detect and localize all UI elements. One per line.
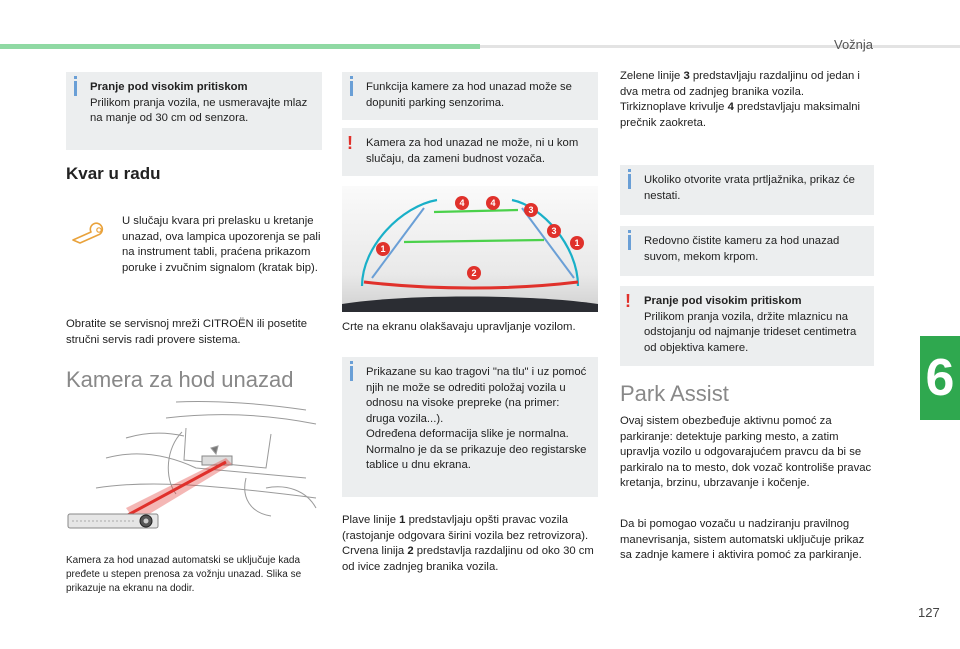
heading-park-assist: Park Assist — [620, 381, 729, 406]
marker-3-top-label: 3 — [528, 205, 534, 215]
warning-note-driver-vigilance — [342, 128, 598, 176]
note-title: Pranje pod visokim pritiskom — [90, 81, 248, 93]
text-run: Plave linije — [342, 514, 400, 526]
text-run: predstavljaju maksimalni prečnik zaokreta. — [620, 101, 861, 129]
camera-guide-lines-diagram — [342, 186, 598, 312]
ref-number: 1 — [399, 514, 406, 526]
ref-number: 2 — [407, 545, 414, 557]
page-number: 127 — [918, 605, 940, 620]
info-icon — [350, 81, 353, 96]
info-icon — [350, 366, 353, 381]
info-icon — [628, 235, 631, 250]
info-note-clean-camera — [620, 226, 874, 276]
note-text: Funkcija kamere za hod unazad može se dopuniti parking senzorima. — [366, 81, 572, 109]
info-note-pressure-wash — [66, 72, 322, 150]
car-rear-camera-illustration — [66, 398, 322, 546]
heading-kvar-u-radu: Kvar u radu — [66, 164, 161, 183]
text-run: predstavljaju opšti pravac vozila (rastojanje odgovara širini vozila bez retrovizora). — [342, 514, 589, 542]
ref-number: 4 — [727, 101, 734, 113]
exclamation-icon: ! — [347, 133, 353, 153]
note-text: Prikazane su kao tragovi "na tlu" i uz pomoć njih ne može se odrediti položaj vozila u odnosu na visoke prepreke (na primer: druga vozila...). Određena deformacija slike je normalna. Normalno je da se prikazuje deo registarske tablice u dnu ekrana. — [366, 366, 587, 471]
park-assist-text-1: Ovaj sistem obezbeđuje aktivnu pomoć za parkiranje: detektuje parking mesto, a zatim upravlja vozilo u odgovarajućem pravcu da bi se parkiralo na to mesto, dok vozač kontroliše pravac kretanja, brzinu, ubrzavanje i kočenje. — [620, 415, 872, 489]
marker-4-left-label: 4 — [459, 198, 465, 208]
note-text: Kamera za hod unazad ne može, ni u kom slučaju, da zameni budnost vozača. — [366, 137, 579, 165]
wrench-warning-icon — [71, 222, 111, 246]
text-run: Zelene linije — [620, 70, 684, 82]
marker-2-label: 2 — [471, 268, 477, 278]
text-run: Tirkiznoplave krivulje — [620, 101, 728, 113]
note-text: Redovno čistite kameru za hod unazad suvom, mekom krpom. — [644, 235, 840, 263]
diagram-caption: Crte na ekranu olakšavaju upravljanje vozilom. — [342, 321, 576, 333]
heading-kamera-za-hod-unazad: Kamera za hod unazad — [66, 367, 294, 392]
text-run: predstavljaju razdaljinu od jedan i dva metra od zadnjeg branika vozila. — [620, 70, 860, 98]
marker-4-right-label: 4 — [490, 198, 496, 208]
note-text: Ukoliko otvorite vrata prtljažnika, prikaz će nestati. — [644, 174, 855, 202]
note-text: Prilikom pranja vozila, držite mlaznicu na odstojanju od najmanje trideset centimetra od objektiva kamere. — [644, 310, 857, 354]
section-title: Vožnja — [834, 37, 874, 52]
info-icon — [628, 174, 631, 189]
info-icon — [74, 81, 77, 96]
note-title: Pranje pod visokim pritiskom — [644, 295, 802, 307]
exclamation-icon: ! — [625, 291, 631, 311]
marker-3-bottom-label: 3 — [551, 226, 557, 236]
info-note-ground-traces — [342, 357, 598, 497]
warning-note-pressure-wash — [620, 286, 874, 366]
info-note-trunk-open — [620, 165, 874, 215]
kvar-text: U slučaju kvara pri prelasku u kretanje unazad, ova lampica upozorenja se pali na instrument tabli, praćena prikazom poruke i zvučnim signalom (kratak bip). — [122, 215, 321, 274]
text-run: predstavlja razdaljinu od oko 30 cm od ivice zadnjeg branika vozila. — [342, 545, 594, 573]
top-progress-bar — [0, 44, 480, 49]
chapter-tab: 6 — [920, 336, 960, 420]
top-rule — [480, 45, 960, 48]
marker-1-left-label: 1 — [380, 244, 386, 254]
camera-caption: Kamera za hod unazad automatski se uključuje kada pređete u stepen prenosa za vožnju unazad. Slika se prikazuje na ekranu na dodir. — [66, 555, 302, 594]
info-note-parking-sensors — [342, 72, 598, 120]
guide-lines-text — [342, 513, 598, 575]
green-lines-text — [620, 69, 874, 131]
marker-1-right-label: 1 — [574, 238, 580, 248]
note-text: Prilikom pranja vozila, ne usmeravajte mlaz na manje od 30 cm od senzora. — [90, 96, 308, 124]
service-text: Obratite se servisnoj mreži CITROËN ili posetite stručni servis radi provere sistema. — [66, 318, 308, 346]
park-assist-text-2: Da bi pomogao vozaču u nadziranju pravilnog manevrisanja, sistem automatski uključuje prikaz sa zadnje kamere i aktivira pomoć za parkiranje. — [620, 518, 865, 561]
ref-number: 3 — [683, 70, 690, 82]
text-run: Crvena linija — [342, 545, 408, 557]
